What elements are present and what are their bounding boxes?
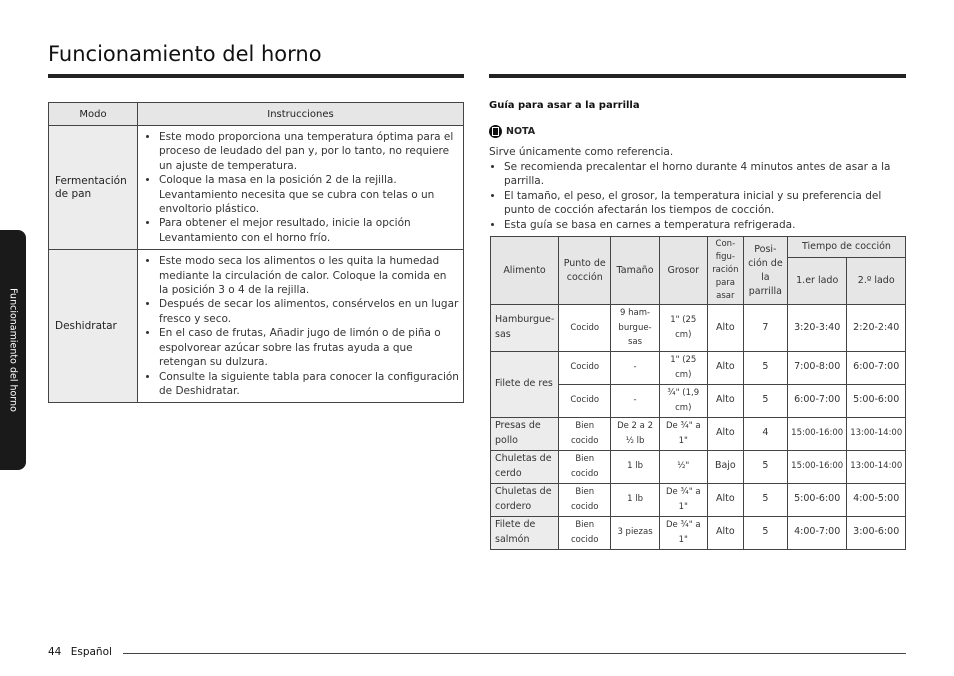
page-title: Funcionamiento del horno xyxy=(48,42,322,66)
cell-food: Presas de pollo xyxy=(491,417,559,450)
header-size: Tamaño xyxy=(611,237,659,305)
cell-doneness: Bien cocido xyxy=(559,417,611,450)
cell-side-2: 13:00-14:00 xyxy=(847,417,906,450)
list-item: • Este modo proporciona una temperatura óptima para el proceso de leudado del pan y, por lo tanto, no requiere un ajuste de temperatura. xyxy=(159,130,459,173)
mode-instructions xyxy=(138,126,464,250)
cell-position: 5 xyxy=(743,351,787,384)
cell-position: 5 xyxy=(743,516,787,549)
cell-size: De 2 a 2 ½ lb xyxy=(611,417,659,450)
header-cook-time: Tiempo de cocción xyxy=(787,237,905,258)
cell-doneness: Cocido xyxy=(559,305,611,352)
cell-side-1: 4:00-7:00 xyxy=(787,516,847,549)
list-item: • Coloque la masa en la posición 2 de la rejilla. Levantamiento necesita que se cubra con telas o un envoltorio plástico. xyxy=(159,173,459,216)
cell-config: Alto xyxy=(707,384,743,417)
cell-side-2: 2:20-2:40 xyxy=(847,305,906,352)
cell-config: Alto xyxy=(707,417,743,450)
cell-side-1: 15:00-16:00 xyxy=(787,450,847,483)
title-rule-left xyxy=(48,74,464,78)
cell-thickness: 1" (25 cm) xyxy=(659,305,707,352)
cell-doneness: Bien cocido xyxy=(559,483,611,516)
side-tab-label: Funcionamiento del horno xyxy=(7,288,19,412)
cell-size: 1 lb xyxy=(611,483,659,516)
header-position: Posi-ción de la parrilla xyxy=(743,237,787,305)
list-item: • En el caso de frutas, Añadir jugo de limón o de piña o espolvorear azúcar sobre las frutas ayuda a que retengan su dulzura. xyxy=(159,326,459,369)
table-row xyxy=(491,483,906,516)
cell-doneness: Cocido xyxy=(559,351,611,384)
modes-header-instructions: Instrucciones xyxy=(138,103,464,126)
cell-thickness: De ¾" a 1" xyxy=(659,483,707,516)
grill-guide-heading: Guía para asar a la parrilla xyxy=(489,100,640,111)
table-row xyxy=(491,305,906,352)
footer-language: Español xyxy=(70,646,112,658)
cell-thickness: De ¾" a 1" xyxy=(659,516,707,549)
list-item: • Consulte la siguiente tabla para conocer la configuración de Deshidratar. xyxy=(159,370,459,399)
cell-config: Bajo xyxy=(707,450,743,483)
cell-config: Alto xyxy=(707,351,743,384)
cell-food: Filete de res xyxy=(491,351,559,417)
table-row xyxy=(49,126,464,250)
cell-thickness: 1" (25 cm) xyxy=(659,351,707,384)
cell-size: 1 lb xyxy=(611,450,659,483)
footer-rule xyxy=(123,653,906,654)
cell-doneness: Bien cocido xyxy=(559,450,611,483)
cell-position: 5 xyxy=(743,384,787,417)
header-thickness: Grosor xyxy=(659,237,707,305)
table-row xyxy=(49,250,464,403)
cell-side-1: 6:00-7:00 xyxy=(787,384,847,417)
modes-table xyxy=(48,102,464,403)
page-footer xyxy=(48,646,112,658)
cell-food: Hamburgue-sas xyxy=(491,305,559,352)
mode-name: Deshidratar xyxy=(49,250,138,403)
cell-food: Filete de salmón xyxy=(491,516,559,549)
mode-name: Fermentación de pan xyxy=(49,126,138,250)
cell-side-2: 13:00-14:00 xyxy=(847,450,906,483)
cell-side-2: 6:00-7:00 xyxy=(847,351,906,384)
cell-config: Alto xyxy=(707,516,743,549)
table-row xyxy=(491,516,906,549)
cell-side-2: 5:00-6:00 xyxy=(847,384,906,417)
cell-thickness: De ¾" a 1" xyxy=(659,417,707,450)
cell-side-2: 4:00-5:00 xyxy=(847,483,906,516)
header-doneness: Punto de cocción xyxy=(559,237,611,305)
cell-config: Alto xyxy=(707,483,743,516)
header-config: Con-figu-ración para asar xyxy=(707,237,743,305)
cell-side-1: 15:00-16:00 xyxy=(787,417,847,450)
note-icon xyxy=(489,125,502,138)
list-item: • El tamaño, el peso, el grosor, la temperatura inicial y su preferencia del punto de cocción afectarán los tiempos de cocción. xyxy=(504,189,909,218)
grill-table xyxy=(490,236,906,550)
note-label-row xyxy=(489,125,535,138)
header-food: Alimento xyxy=(491,237,559,305)
title-rule-right xyxy=(489,74,906,78)
note-intro: Sirve únicamente como referencia. xyxy=(489,146,674,158)
cell-position: 4 xyxy=(743,417,787,450)
cell-thickness: ¾" (1,9 cm) xyxy=(659,384,707,417)
cell-side-1: 7:00-8:00 xyxy=(787,351,847,384)
cell-food: Chuletas de cordero xyxy=(491,483,559,516)
cell-side-1: 3:20-3:40 xyxy=(787,305,847,352)
table-row xyxy=(491,417,906,450)
cell-size: 3 piezas xyxy=(611,516,659,549)
cell-side-1: 5:00-6:00 xyxy=(787,483,847,516)
header-side-2: 2.º lado xyxy=(847,258,906,305)
header-side-1: 1.er lado xyxy=(787,258,847,305)
cell-position: 7 xyxy=(743,305,787,352)
list-item: • Para obtener el mejor resultado, inicie la opción Levantamiento con el horno frío. xyxy=(159,216,459,245)
page-number: 44 xyxy=(48,646,62,658)
cell-size: - xyxy=(611,351,659,384)
cell-side-2: 3:00-6:00 xyxy=(847,516,906,549)
mode-instructions xyxy=(138,250,464,403)
modes-header-mode: Modo xyxy=(49,103,138,126)
cell-food: Chuletas de cerdo xyxy=(491,450,559,483)
note-body xyxy=(489,145,909,232)
cell-config: Alto xyxy=(707,305,743,352)
note-label: NOTA xyxy=(506,126,536,137)
list-item: • Se recomienda precalentar el horno durante 4 minutos antes de asar a la parrilla. xyxy=(504,160,909,189)
cell-thickness: ½" xyxy=(659,450,707,483)
table-row xyxy=(491,450,906,483)
cell-doneness: Bien cocido xyxy=(559,516,611,549)
cell-size: - xyxy=(611,384,659,417)
cell-position: 5 xyxy=(743,483,787,516)
list-item: • Este modo seca los alimentos o les quita la humedad mediante la circulación de calor. Coloque la comida en la posición 3 o 4 de la rejilla. xyxy=(159,254,459,297)
cell-doneness: Cocido xyxy=(559,384,611,417)
list-item: • Después de secar los alimentos, consérvelos en un lugar fresco y seco. xyxy=(159,297,459,326)
side-section-tab xyxy=(0,230,26,470)
cell-position: 5 xyxy=(743,450,787,483)
table-row xyxy=(491,351,906,384)
list-item: • Esta guía se basa en carnes a temperatura refrigerada. xyxy=(504,218,909,233)
cell-size: 9 ham-burgue-sas xyxy=(611,305,659,352)
